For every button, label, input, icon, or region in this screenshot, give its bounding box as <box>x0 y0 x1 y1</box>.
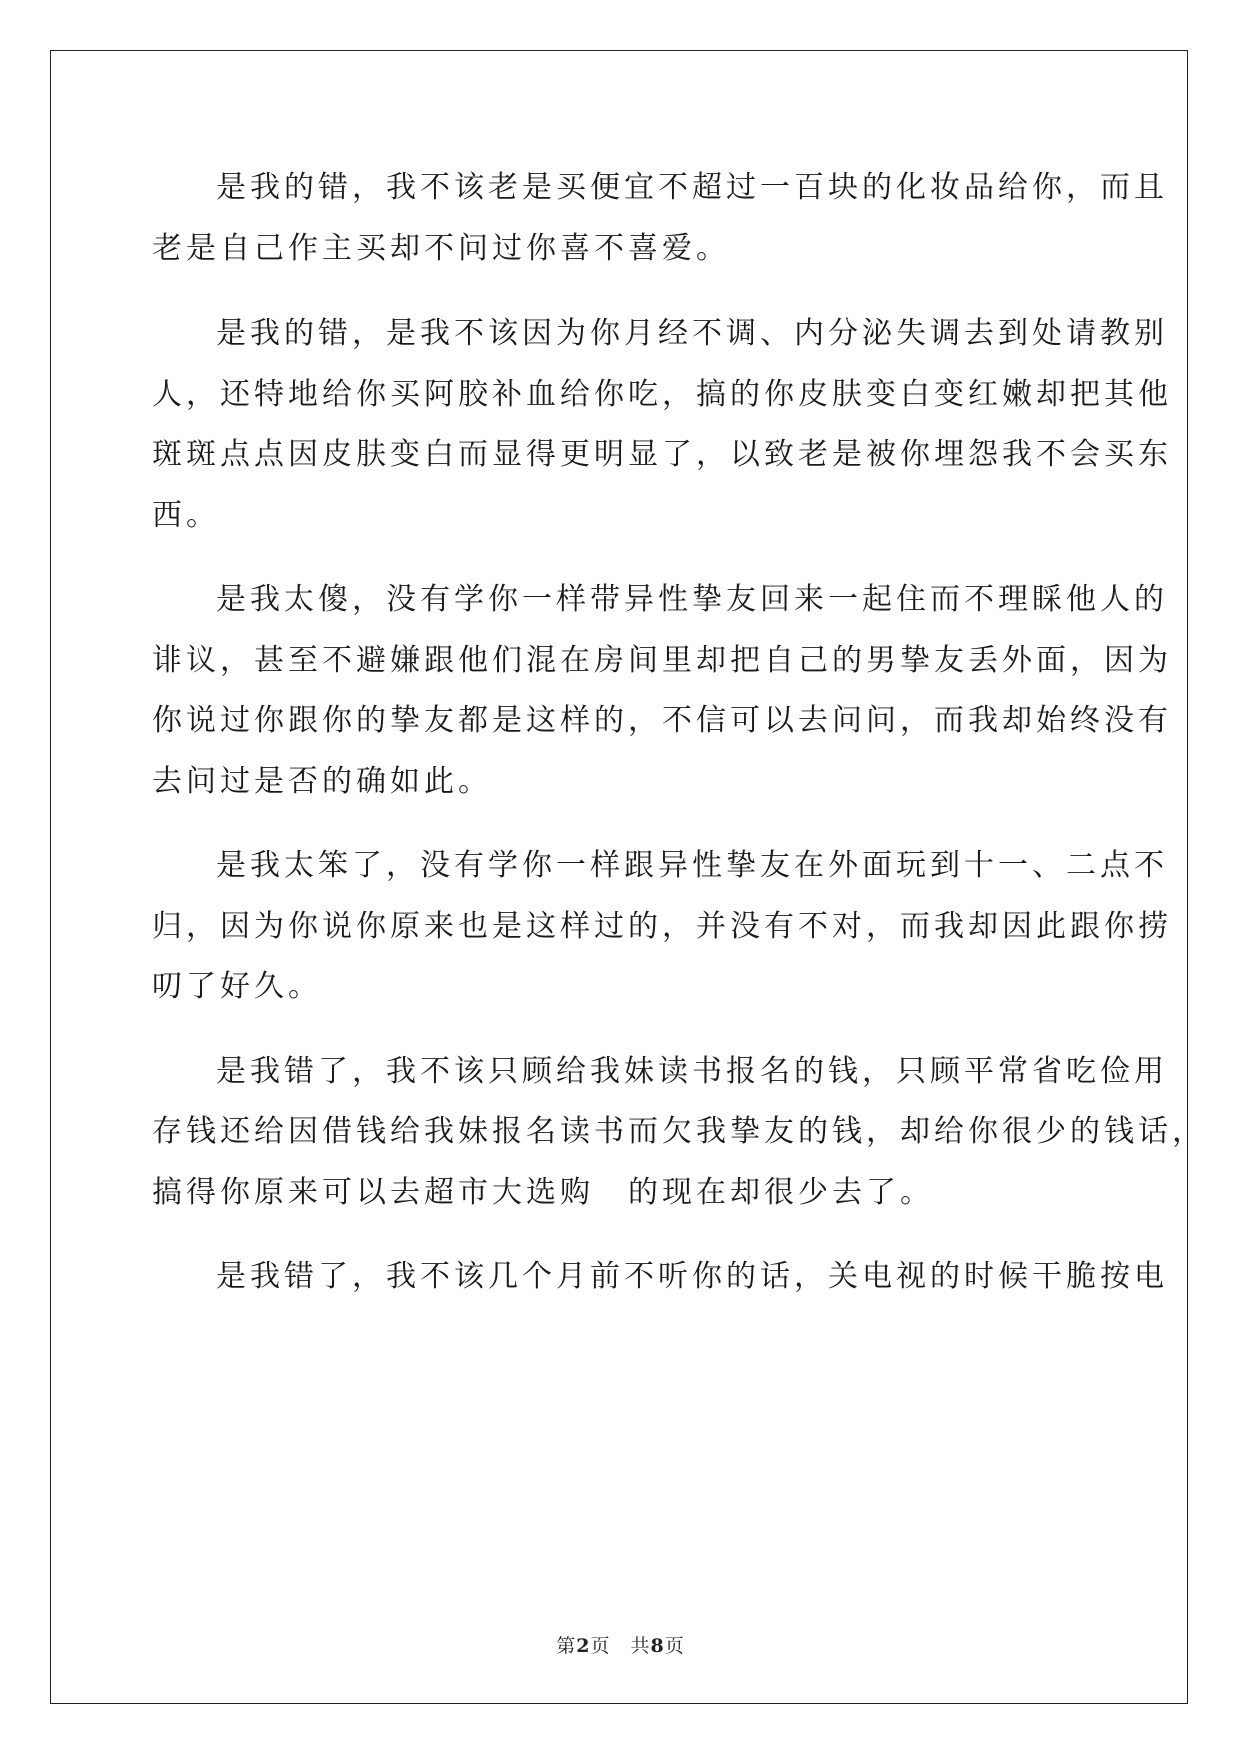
text-line: 诽议，甚至不避嫌跟他们混在房间里却把自己的男挚友丢外面，因为 <box>152 642 1172 678</box>
text-line: 斑斑点点因皮肤变白而显得更明显了，以致老是被你埋怨我不会买东 <box>152 437 1172 472</box>
text-line: 是我太笨了，没有学你一样跟异性挚友在外面玩到十一、二点不 <box>216 848 1168 883</box>
text-line: 你说过你跟你的挚友都是这样的，不信可以去问问，而我却始终没有 <box>152 703 1172 738</box>
text-line: 归，因为你说你原来也是这样过的，并没有不对，而我却因此跟你捞 <box>152 908 1172 944</box>
text-line: 西。 <box>152 497 220 533</box>
text-line: 是我太傻，没有学你一样带异性挚友回来一起住而不理睬他人的 <box>216 582 1168 617</box>
text-line: 老是自己作主买却不问过你喜不喜爱。 <box>152 230 730 266</box>
paragraph-6 <box>152 1247 1168 1308</box>
page-footer <box>0 1631 1241 1658</box>
text-line: 人，还特地给你买阿胶补血给你吃，搞的你皮肤变白变红嫩却把其他 <box>152 376 1172 412</box>
text-line: 是我错了，我不该只顾给我妹读书报名的钱，只顾平常省吃俭用 <box>216 1053 1168 1089</box>
text-line: 存钱还给因借钱给我妹报名读书而欠我挚友的钱，却给你很少的钱话， <box>152 1114 1206 1149</box>
paragraph-2 <box>152 304 1172 546</box>
text-line: 是我错了，我不该几个月前不听你的话，关电视的时候干脆按电 <box>216 1259 1168 1294</box>
page-current: 2 <box>576 1635 591 1657</box>
paragraph-5 <box>152 1042 1206 1224</box>
text-line: 叨了好久。 <box>152 969 322 1004</box>
document-body <box>152 158 1206 1308</box>
paragraph-3 <box>152 570 1172 812</box>
paragraph-1 <box>152 158 1168 279</box>
text-line: 是我的错，是我不该因为你月经不调、内分泌失调去到处请教别 <box>216 316 1168 351</box>
text-line: 搞得你原来可以去超市大选购 的现在却很少去了。 <box>152 1174 934 1210</box>
paragraph-4 <box>152 836 1172 1018</box>
page-prefix: 第 <box>556 1635 577 1657</box>
total-prefix: 共 <box>630 1635 651 1657</box>
text-line: 是我的错，我不该老是买便宜不超过一百块的化妆品给你，而且 <box>216 170 1168 205</box>
text-line: 去问过是否的确如此。 <box>152 763 492 799</box>
page-suffix: 页 <box>590 1635 611 1657</box>
page-total: 8 <box>650 1635 665 1657</box>
total-suffix: 页 <box>664 1635 685 1657</box>
